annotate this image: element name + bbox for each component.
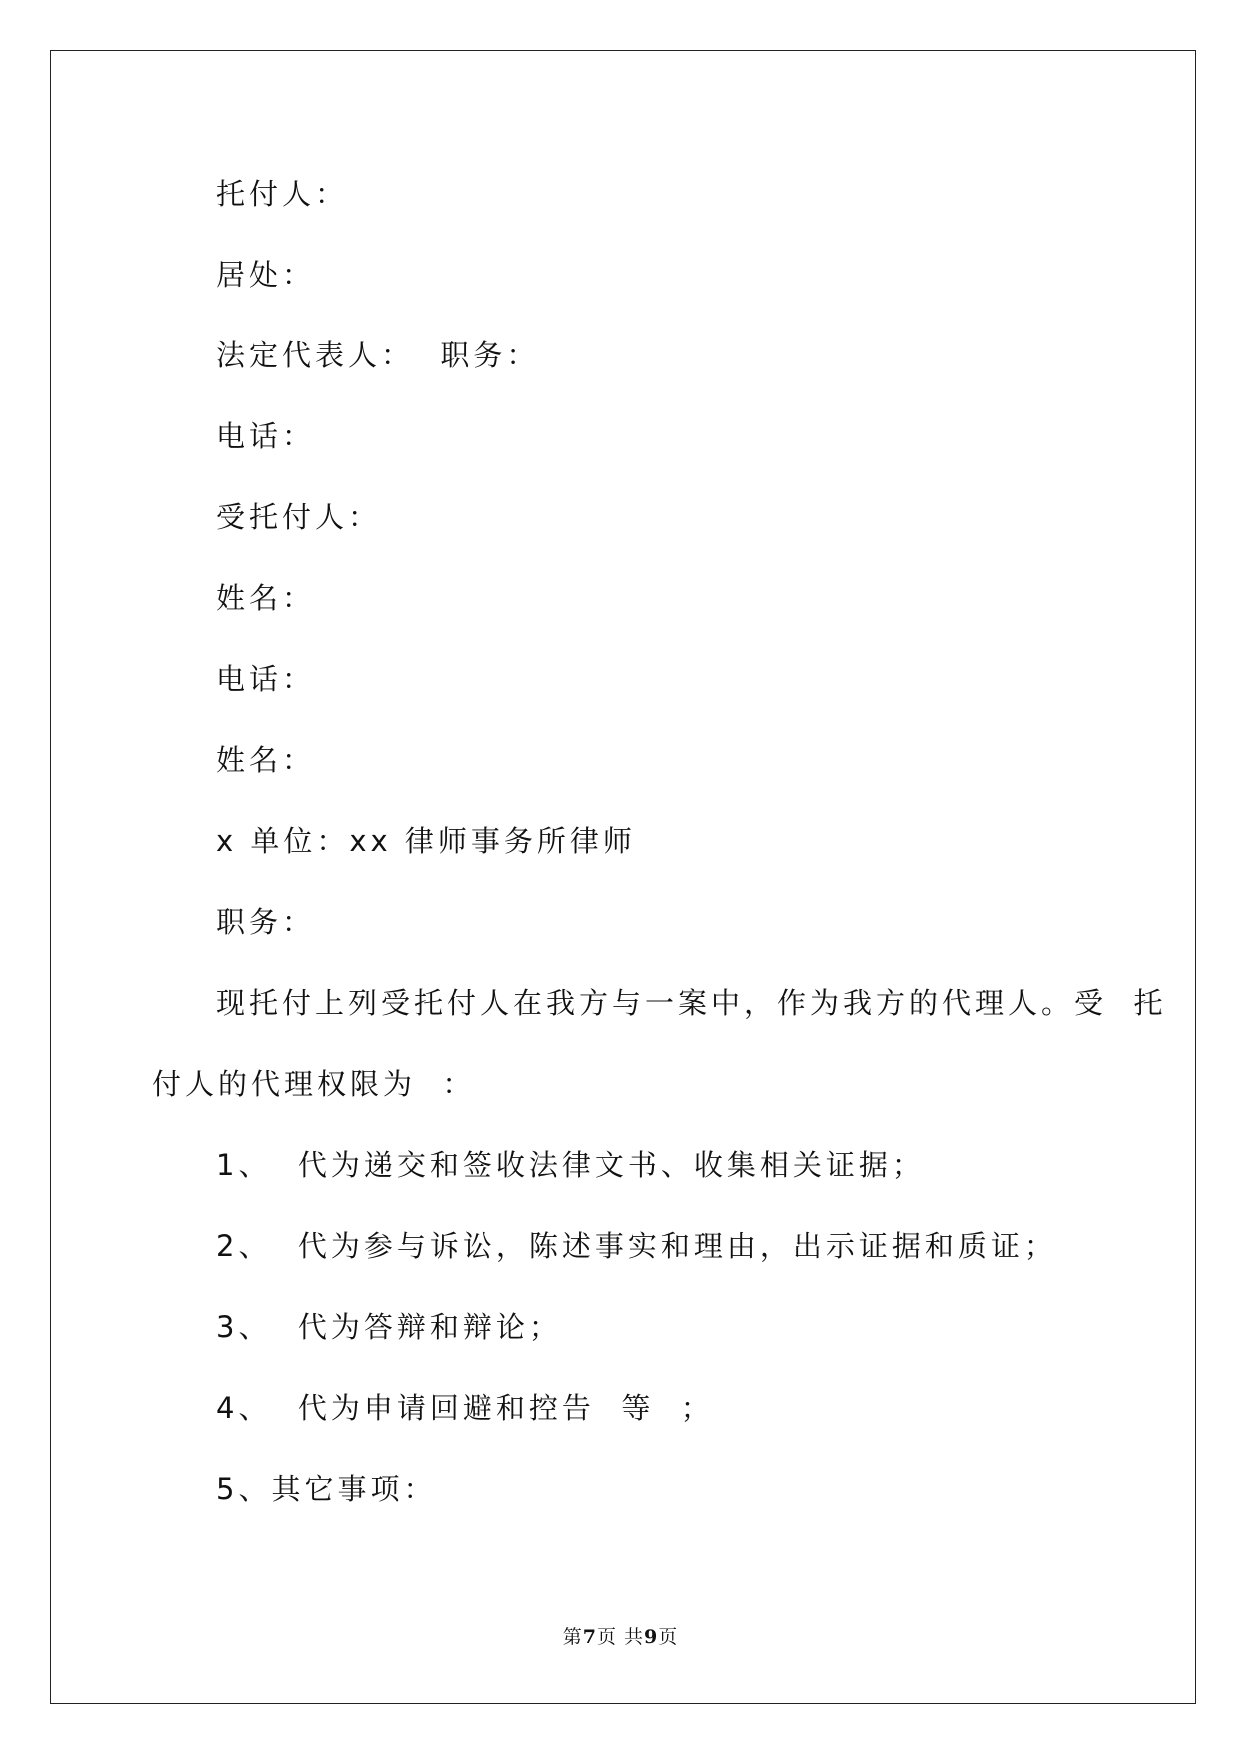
field-phone-2: 电话： xyxy=(216,662,316,696)
field-legal-rep-position: 法定代表人： 职务： xyxy=(216,338,540,372)
current-page-number: 7 xyxy=(582,1626,597,1648)
paragraph-authorization: 现托付上列受托付人在我方与一案中，作为我方的代理人。受 托 xyxy=(216,986,1167,1020)
field-name-2: 姓名： xyxy=(216,743,316,777)
field-residence: 居处： xyxy=(216,258,316,292)
field-phone: 电话： xyxy=(216,419,316,453)
field-principal: 托付人： xyxy=(216,177,349,211)
page-border xyxy=(50,50,1196,1704)
list-item-4: 4、 代为申请回避和控告 等 ； xyxy=(216,1391,714,1425)
list-item-2: 2、 代为参与诉讼，陈述事实和理由，出示证据和质证； xyxy=(216,1229,1057,1263)
footer-mid: 页 共 xyxy=(596,1626,645,1648)
list-item-3: 3、 代为答辩和辩论； xyxy=(216,1310,562,1344)
page-footer xyxy=(0,1622,1241,1649)
field-employer: x 单位：xx 律师事务所律师 xyxy=(216,824,636,858)
total-page-number: 9 xyxy=(644,1626,659,1648)
paragraph-authorization-cont: 付人的代理权限为 ： xyxy=(152,1067,476,1101)
list-item-1: 1、 代为递交和签收法律文书、收集相关证据； xyxy=(216,1148,925,1182)
field-position: 职务： xyxy=(216,905,316,939)
field-name: 姓名： xyxy=(216,581,316,615)
field-agent: 受托付人： xyxy=(216,500,382,534)
footer-prefix: 第 xyxy=(562,1626,583,1648)
footer-suffix: 页 xyxy=(658,1626,679,1648)
list-item-5: 5、其它事项： xyxy=(216,1472,437,1506)
